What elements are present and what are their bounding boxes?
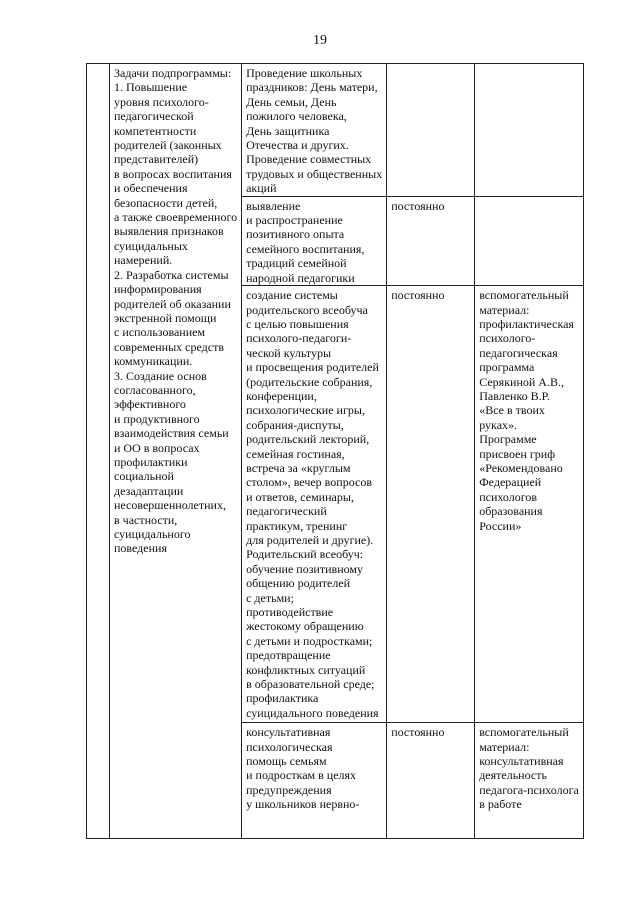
text-line: родительского всеобуча: [246, 302, 368, 317]
text-line: социальной: [114, 469, 174, 484]
text-line: присвоен гриф: [479, 446, 555, 461]
text-line: профилактика: [246, 691, 319, 706]
text-line: помощь семьям: [246, 753, 327, 768]
text-line: жестокому обращению: [246, 619, 364, 634]
text-line: в частности,: [114, 512, 178, 527]
text-line: 2. Разработка системы: [114, 267, 229, 282]
text-line: традиций семейной: [246, 256, 347, 271]
text-line: позитивного опыта: [246, 227, 345, 242]
text-line: Федерацией: [479, 475, 542, 490]
period-cell: постоянно: [387, 723, 475, 839]
text-line: несовершеннолетних,: [114, 498, 226, 513]
tasks-cell: [110, 64, 242, 839]
text-line: с детьми и подростками;: [246, 633, 373, 648]
text-line: семейная гостиная,: [246, 446, 345, 461]
text-line: поведения: [114, 541, 167, 556]
text-line: общению родителей: [246, 576, 351, 591]
note-cell: [475, 723, 584, 839]
text-line: конференции,: [246, 388, 317, 403]
text-line: Проведение совместных: [246, 152, 372, 167]
text-line: противодействие: [246, 605, 334, 620]
text-line: суицидального поведения: [246, 705, 379, 720]
text-line: педагогической: [114, 109, 194, 124]
text-line: а также своевременного: [114, 210, 238, 225]
text-line: День семьи, День: [246, 94, 337, 109]
text-line: практикум, тренинг: [246, 518, 348, 533]
text-line: безопасности детей,: [114, 195, 218, 210]
text-line: выявление: [246, 198, 301, 213]
note-cell: [475, 196, 584, 285]
text-line: встреча за «круглым: [246, 460, 351, 475]
text-line: создание системы: [246, 288, 338, 303]
text-line: у школьников нервно-: [246, 797, 360, 812]
text-line: в образовательной среде;: [246, 677, 375, 692]
text-line: Родительский всеобуч:: [246, 547, 364, 562]
text-line: предотвращение: [246, 648, 331, 663]
text-line: 1. Повышение: [114, 80, 188, 95]
text-line: суицидальных: [114, 238, 188, 253]
text-line: Павленко В.Р.: [479, 388, 550, 403]
period-cell: постоянно: [387, 286, 475, 723]
text-line: современных средств: [114, 339, 224, 354]
text-line: программа: [479, 360, 535, 375]
text-line: материал:: [479, 739, 530, 754]
text-line: педагогический: [246, 504, 327, 519]
text-line: «Все в твоих: [479, 403, 545, 418]
text-line: 3. Создание основ: [114, 368, 207, 383]
text-line: «Рекомендовано: [479, 460, 563, 475]
text-line: семейного воспитания,: [246, 241, 365, 256]
text-line: коммуникации.: [114, 354, 193, 369]
text-line: психологические игры,: [246, 403, 365, 418]
text-line: деятельность: [479, 768, 547, 783]
text-line: психологическая: [246, 739, 333, 754]
text-line: с целью повышения: [246, 316, 349, 331]
page-number: 19: [313, 33, 327, 48]
text-line: родителей об оказании: [114, 296, 231, 311]
text-line: пожилого человека,: [246, 109, 347, 124]
event-cell: [242, 196, 387, 285]
text-line: профилактики: [114, 454, 188, 469]
text-line: акций: [246, 181, 277, 196]
event-cell: [242, 286, 387, 723]
text-line: предупреждения: [246, 782, 332, 797]
text-line: руках».: [479, 417, 518, 432]
note-cell: [475, 64, 584, 197]
text-line: Отечества и других.: [246, 138, 349, 153]
event-cell: [242, 64, 387, 197]
text-line: народной педагогики: [246, 270, 355, 285]
text-line: и подросткам в целях: [246, 768, 357, 783]
text-line: консультативная: [479, 753, 564, 768]
text-line: образования: [479, 504, 543, 519]
text-line: вспомогательный: [479, 725, 569, 740]
text-line: педагогическая: [479, 345, 558, 360]
text-line: и распространение: [246, 213, 343, 228]
text-line: профилактическая: [479, 316, 574, 331]
text-line: консультативная: [246, 725, 331, 740]
text-line: и просвещения родителей: [246, 360, 379, 375]
text-line: ческой культуры: [246, 345, 332, 360]
text-line: столом», вечер вопросов: [246, 475, 372, 490]
text-line: конфликтных ситуаций: [246, 662, 366, 677]
text-line: Проведение школьных: [246, 66, 363, 80]
text-line: суицидального: [114, 527, 191, 541]
text-line: эффективного: [114, 397, 186, 412]
text-line: выявления признаков: [114, 224, 224, 239]
text-line: с детьми;: [246, 590, 294, 605]
text-line: психолого-: [479, 331, 536, 346]
text-line: собрания-диспуты,: [246, 417, 344, 432]
period-cell: [387, 64, 475, 197]
text-line: Серякиной А.В.,: [479, 374, 564, 389]
text-line: намерений.: [114, 253, 173, 268]
text-line: (родительские собрания,: [246, 374, 373, 389]
text-line: родительский лекторий,: [246, 432, 370, 447]
note-cell: [475, 286, 584, 723]
text-line: экстренной помощи: [114, 310, 217, 325]
text-line: психолого-педагоги-: [246, 331, 352, 346]
text-line: информирования: [114, 282, 202, 297]
text-line: трудовых и общественных: [246, 166, 383, 181]
text-line: в вопросах воспитания: [114, 166, 232, 181]
text-line: педагога-психолога: [479, 782, 579, 797]
text-line: Задачи подпрограммы:: [114, 66, 232, 80]
number-cell: [87, 64, 110, 839]
text-line: компетентности: [114, 123, 197, 138]
text-line: День защитника: [246, 123, 330, 138]
text-line: России»: [479, 518, 522, 533]
text-line: родителей (законных: [114, 138, 222, 153]
period-cell: постоянно: [387, 196, 475, 285]
text-line: Программе: [479, 432, 537, 447]
text-line: психологов: [479, 489, 538, 504]
text-line: уровня психолого-: [114, 94, 209, 109]
text-line: представителей): [114, 152, 199, 167]
text-line: и продуктивного: [114, 411, 200, 426]
text-line: материал:: [479, 302, 530, 317]
plan-table: [86, 63, 584, 839]
text-line: согласованного,: [114, 382, 196, 397]
text-line: с использованием: [114, 325, 206, 340]
text-line: взаимодействия семьи: [114, 426, 229, 441]
text-line: вспомогательный: [479, 288, 569, 303]
text-line: и обеспечения: [114, 181, 188, 196]
text-line: праздников: День матери,: [246, 80, 378, 95]
text-line: и ОО в вопросах: [114, 440, 200, 455]
text-line: для родителей и другие).: [246, 533, 374, 547]
text-line: обучение позитивному: [246, 561, 363, 576]
text-line: в работе: [479, 797, 522, 812]
table-row: [87, 64, 584, 197]
text-line: дезадаптации: [114, 483, 184, 498]
text-line: и ответов, семинары,: [246, 489, 354, 504]
event-cell: [242, 723, 387, 839]
